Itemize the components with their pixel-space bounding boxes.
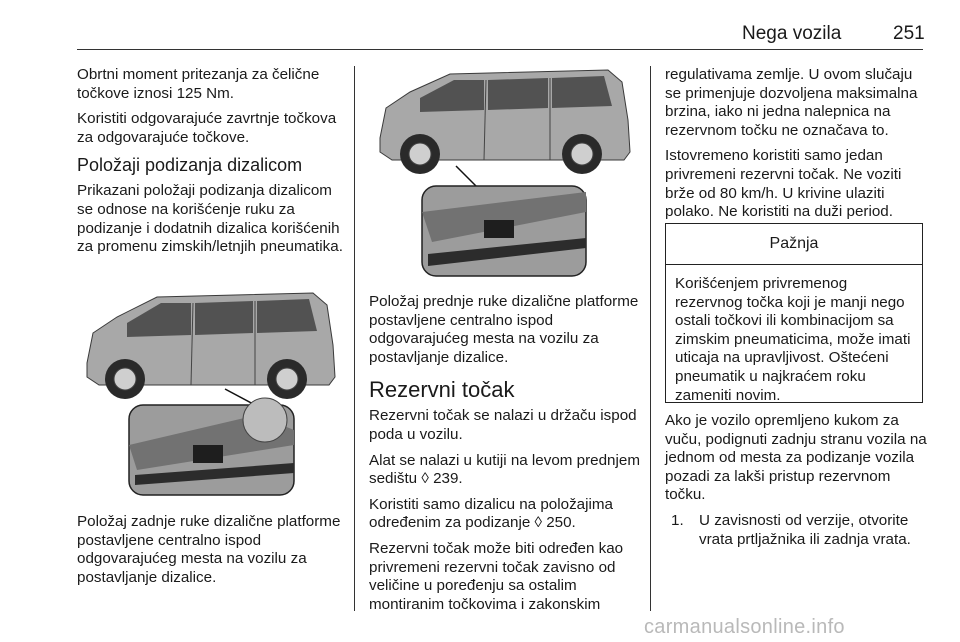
header-rule <box>77 49 923 50</box>
list-number: 1. <box>671 511 684 529</box>
front-lifting-caption: Položaj prednje ruke dizalične platforme postavljene centralno ispod odgovarajućeg mesta na vozilu za postavljanje dizalice. <box>369 293 639 366</box>
regulations-paragraph: regulativama zemlje. U ovom slučaju se primenjuje dozvoljena maksimalna brzina, iako ni jedna nalepnica na rezervnom točku ne označava to. <box>665 66 918 139</box>
column-divider-1 <box>354 66 355 611</box>
watermark: carmanualsonline.info <box>644 616 845 638</box>
towbar-paragraph: Ako je vozilo opremljeno kukom za vuču, podignuti zadnju stranu vozila na jednom od mesta za podizanje vozila pozadi za lakši pristup rezervnom točku. <box>665 412 927 504</box>
spare-wheel-heading: Rezervni točak <box>369 377 515 403</box>
column-divider-2 <box>650 66 651 611</box>
rear-lifting-point-illustration <box>77 285 347 500</box>
list-item <box>665 512 927 549</box>
rear-lifting-caption <box>77 513 349 594</box>
caution-text: Korišćenjem privremenog rezervnog točka koji je manji nego ostali točkovi ili kombinacijom sa zimskim pneumaticima, može imati uticaja na upravljivost. Oštećeni pneumatik u najkraćem roku zameniti novim. <box>675 275 911 404</box>
column-3-bottom <box>665 412 927 549</box>
page-number: 251 <box>893 23 925 44</box>
bolts-paragraph: Koristiti odgovarajuće zavrtnje točkova za odgovarajuće točkove. <box>77 110 337 146</box>
column-1 <box>77 66 349 264</box>
column-2 <box>369 293 644 621</box>
caution-box <box>665 223 923 403</box>
section-title: Nega vozila <box>742 23 842 44</box>
torque-paragraph: Obrtni moment pritezanja za čelične točkove iznosi 125 Nm. <box>77 66 320 102</box>
lifting-positions-heading: Položaji podizanja dizalicom <box>77 155 303 176</box>
front-lifting-point-illustration <box>372 62 644 280</box>
speed-limit-paragraph: Istovremeno koristiti samo jedan privremeni rezervni točak. Ne voziti brže od 80 km/h. U krivine ulaziti polako. Ne koristiti na duži period. <box>665 147 902 221</box>
jack-usage: Koristiti samo dizalicu na položajima određenim za podizanje ◊ 250. <box>369 495 613 532</box>
column-3-top <box>665 66 927 229</box>
spare-wheel-location: Rezervni točak se nalazi u držaču ispod poda u vozilu. <box>369 407 637 443</box>
tool-location: Alat se nalazi u kutiji na levom prednjem sedištu ◊ 239. <box>369 451 640 488</box>
lifting-positions-paragraph: Prikazani položaji podizanja dizalicom se odnose na korišćenje ruku za podizanje i dodatnih dizalica korišćenih za promenu zimskih/letnjih pneumatika. <box>77 182 343 256</box>
temporary-spare-info: Rezervni točak može biti određen kao privremeni rezervni točak zavisno od veličine u poređenju sa ostalim montiranim točkovima i zakonskim <box>369 539 624 613</box>
list-text: U zavisnosti od verzije, otvorite vrata prtljažnika ili zadnja vrata. <box>699 511 911 548</box>
rear-lifting-caption-text: Položaj zadnje ruke dizalične platforme postavljene centralno ispod odgovarajućeg mesta na vozilu za postavljanje dizalice. <box>77 513 341 586</box>
caution-title: Pažnja <box>666 224 922 265</box>
